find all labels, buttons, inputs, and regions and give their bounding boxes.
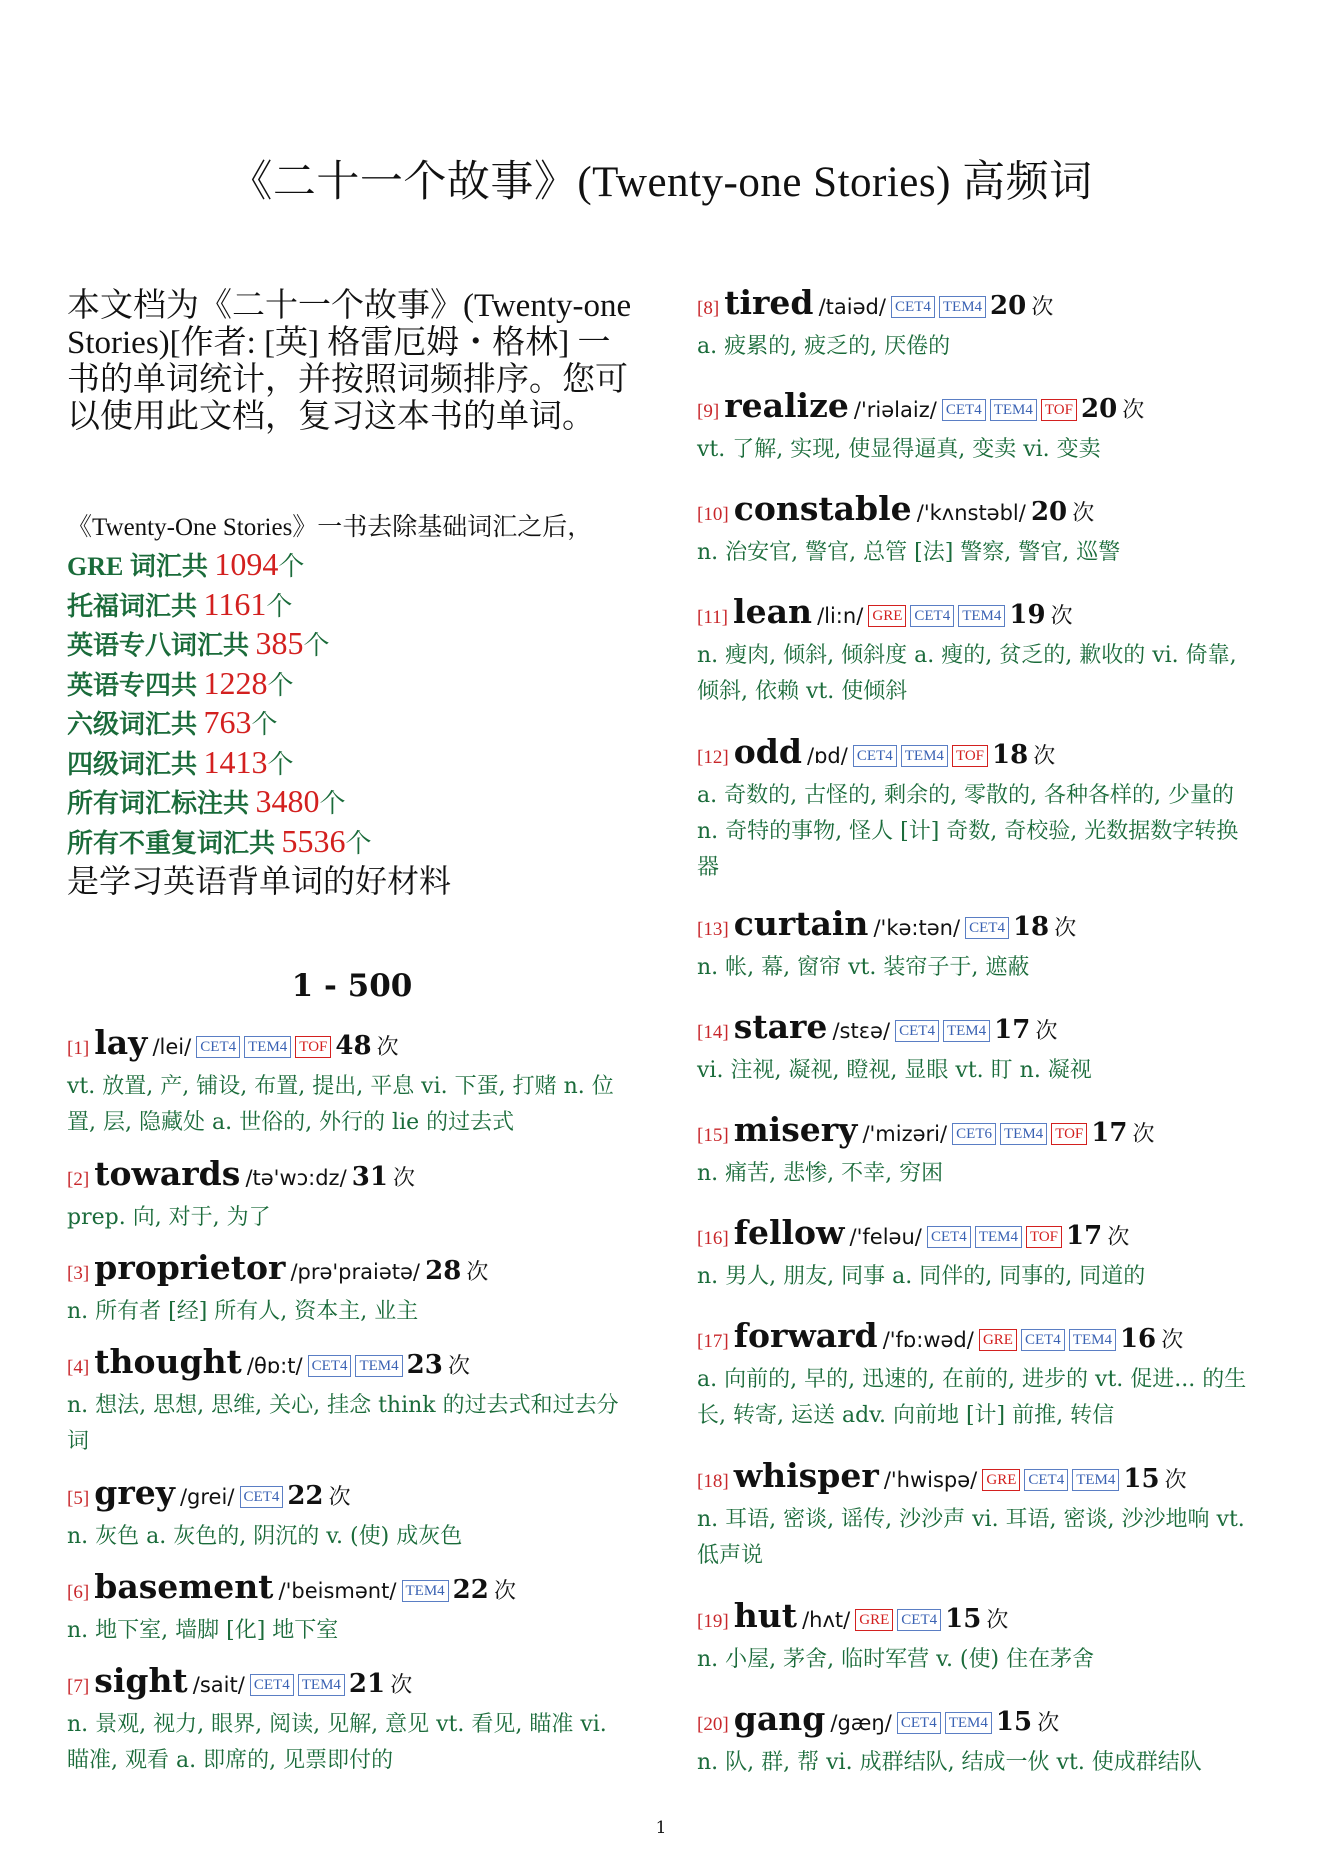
definition-line: 瞄准, 观看 a. 即席的, 见票即付的 (67, 1748, 394, 1773)
frequency-unit: 次 (466, 1260, 489, 1285)
definition-line: vi. 注视, 凝视, 瞪视, 显眼 vt. 盯 n. 凝视 (697, 1058, 1092, 1083)
frequency-count: 19 (1009, 600, 1046, 630)
frequency-unit: 次 (1132, 1122, 1155, 1147)
definition-line: a. 向前的, 早的, 迅速的, 在前的, 进步的 vt. 促进... 的生 (697, 1367, 1247, 1392)
frequency-count: 48 (335, 1031, 372, 1061)
level-tag: TEM4 (943, 1020, 990, 1042)
frequency-count: 21 (348, 1669, 386, 1699)
entry-headline (697, 1456, 1272, 1502)
definition-line: vt. 放置, 产, 铺设, 布置, 提出, 平息 vi. 下蛋, 打赌 n. 位 (67, 1074, 614, 1099)
stat-label: 所有不重复词汇共 (67, 828, 282, 858)
frequency-unit: 次 (493, 1579, 516, 1604)
phonetic: /'hwispə/ (883, 1468, 978, 1492)
level-tag: CET4 (897, 1609, 941, 1631)
definition-line: n. 男人, 朋友, 同事 a. 同伴的, 同事的, 同道的 (697, 1264, 1146, 1289)
stat-label: 英语专四共 (67, 670, 204, 700)
headword: sight (94, 1661, 188, 1700)
stat-line (67, 546, 637, 586)
entry-headline (697, 732, 1272, 778)
frequency-unit: 次 (1050, 604, 1073, 629)
definition-line: n. 地下室, 墙脚 [化] 地下室 (67, 1618, 339, 1643)
level-tag: CET4 (965, 917, 1009, 939)
entry-index: [15] (697, 1125, 729, 1146)
definition-line: 倾斜, 依赖 vt. 使倾斜 (697, 679, 908, 704)
level-tag: CET4 (1021, 1329, 1065, 1351)
phonetic: /hʌt/ (802, 1608, 851, 1632)
level-tag: TOF (952, 745, 988, 767)
stats-block (67, 510, 637, 900)
level-tag: TEM4 (945, 1712, 992, 1734)
entry-headline (67, 1567, 637, 1613)
word-entry (697, 732, 1272, 886)
phonetic: /grei/ (179, 1485, 235, 1509)
entry-headline (67, 1154, 637, 1200)
level-tag: TEM4 (1069, 1329, 1116, 1351)
phonetic: /prə'praiətə/ (290, 1260, 421, 1284)
frequency-count: 17 (994, 1015, 1031, 1045)
frequency-count: 17 (1066, 1221, 1103, 1251)
frequency-unit: 次 (376, 1035, 399, 1060)
stats-intro: 《Twenty-One Stories》一书去除基础词汇之后， (67, 514, 593, 541)
entry-headline (67, 1661, 637, 1707)
headword: lay (94, 1023, 148, 1062)
entry-headline (697, 1699, 1272, 1745)
entry-headline (697, 489, 1272, 535)
word-entry (67, 1023, 637, 1141)
frequency-unit: 次 (393, 1166, 416, 1191)
frequency-count: 18 (992, 740, 1029, 770)
definition-line: a. 奇数的, 古怪的, 剩余的, 零散的, 各种各样的, 少量的 (697, 783, 1235, 808)
headword: curtain (733, 904, 869, 943)
stat-unit: 个 (278, 552, 305, 581)
definition-line: n. 奇特的事物, 怪人 [计] 奇数, 奇校验, 光数据数字转换 (697, 819, 1239, 844)
entry-index: [17] (697, 1331, 729, 1352)
definition-line: prep. 向, 对于, 为了 (67, 1205, 271, 1230)
phonetic: /tə'wɔ:dz/ (245, 1166, 347, 1190)
entry-headline (697, 386, 1272, 432)
headword: proprietor (94, 1248, 286, 1287)
headword: odd (733, 732, 802, 771)
definition-line: a. 疲累的, 疲乏的, 厌倦的 (697, 334, 951, 359)
entry-headline (67, 1473, 637, 1519)
entry-headline (67, 1023, 637, 1069)
stat-label: 英语专八词汇共 (67, 631, 256, 660)
level-tag: TEM4 (1072, 1469, 1119, 1491)
headword: grey (94, 1473, 175, 1512)
entry-index: [8] (697, 298, 720, 319)
headword: thought (94, 1342, 242, 1381)
frequency-count: 20 (1080, 394, 1118, 424)
entry-headline (697, 904, 1272, 950)
level-tag: CET4 (853, 745, 897, 767)
phonetic: /sait/ (192, 1673, 245, 1697)
definition-line: n. 小屋, 茅舍, 临时军营 v. (使) 住在茅舍 (697, 1647, 1095, 1672)
frequency-unit: 次 (1072, 501, 1095, 526)
level-tag: CET4 (1024, 1469, 1068, 1491)
headword: towards (94, 1154, 241, 1193)
definition-line: 器 (697, 855, 720, 880)
definition-line: n. 治安官, 警官, 总管 [法] 警察, 警官, 巡警 (697, 540, 1121, 565)
definition-line: n. 灰色 a. 灰色的, 阴沉的 v. (使) 成灰色 (67, 1524, 463, 1549)
word-entry (697, 1456, 1272, 1574)
frequency-unit: 次 (390, 1673, 413, 1698)
level-tag: TEM4 (939, 296, 986, 318)
phonetic: /'kə:tən/ (873, 916, 961, 940)
level-tag: CET4 (897, 1712, 941, 1734)
frequency-unit: 次 (1161, 1328, 1184, 1353)
definition-line: n. 想法, 思想, 思维, 关心, 挂念 think 的过去式和过去分 (67, 1393, 619, 1418)
word-entry (67, 1567, 637, 1649)
stat-unit: 个 (267, 749, 294, 779)
stat-line (67, 704, 637, 744)
stat-line (67, 665, 637, 705)
phonetic: /stɛə/ (832, 1019, 891, 1043)
frequency-unit: 次 (1035, 1019, 1058, 1044)
stat-unit: 个 (267, 670, 294, 700)
definition-line: n. 队, 群, 帮 vi. 成群结队, 结成一伙 vt. 使成群结队 (697, 1750, 1202, 1775)
entry-headline (697, 592, 1272, 638)
definition-line: 长, 转寄, 运送 adv. 向前地 [计] 前推, 转信 (697, 1403, 1115, 1428)
entry-index: [18] (697, 1471, 729, 1492)
level-tag: CET6 (952, 1123, 996, 1145)
entry-index: [19] (697, 1611, 729, 1632)
headword: gang (733, 1699, 826, 1738)
level-tag: TEM4 (298, 1674, 345, 1696)
phonetic: /gæŋ/ (830, 1711, 892, 1735)
frequency-count: 23 (406, 1350, 443, 1380)
entry-index: [14] (697, 1022, 729, 1043)
entry-index: [3] (67, 1263, 90, 1284)
definition-line: n. 帐, 幕, 窗帘 vt. 装帘子于, 遮蔽 (697, 955, 1030, 980)
stat-number: 1161 (203, 585, 267, 622)
stat-label: 四级词汇共 (67, 749, 204, 779)
level-tag: TEM4 (958, 605, 1005, 627)
word-entry (67, 1473, 637, 1555)
stat-number: 3480 (255, 783, 320, 819)
word-entry (697, 1316, 1272, 1434)
word-entry (67, 1661, 637, 1779)
stat-label: 所有词汇标注共 (67, 789, 256, 818)
stat-line (67, 625, 637, 665)
stat-unit: 个 (266, 591, 293, 621)
headword: hut (733, 1596, 797, 1635)
phonetic: /'riəlaiz/ (853, 398, 937, 422)
stat-unit: 个 (345, 828, 372, 858)
frequency-count: 22 (287, 1481, 324, 1511)
level-tag: GRE (855, 1609, 893, 1631)
stats-closing: 是学习英语背单词的好材料 (67, 863, 452, 899)
frequency-count: 15 (1123, 1464, 1160, 1494)
frequency-unit: 次 (1164, 1468, 1187, 1493)
entry-index: [16] (697, 1228, 729, 1249)
entry-index: [13] (697, 919, 729, 940)
frequency-unit: 次 (1054, 916, 1077, 941)
entry-index: [6] (67, 1582, 90, 1603)
level-tag: CET4 (910, 605, 954, 627)
entry-headline (697, 1596, 1272, 1642)
entry-headline (67, 1342, 637, 1388)
entry-index: [12] (697, 747, 729, 768)
page-number: 1 (655, 1818, 667, 1838)
entry-index: [10] (697, 504, 729, 525)
headword: tired (724, 283, 814, 322)
level-tag: CET4 (250, 1674, 294, 1696)
phonetic: /θɒ:t/ (246, 1354, 303, 1378)
stat-number: 763 (203, 704, 252, 740)
phonetic: /ɒd/ (807, 744, 848, 768)
entry-headline (697, 1007, 1272, 1053)
stat-unit: 个 (303, 631, 330, 660)
definition-line: n. 景观, 视力, 眼界, 阅读, 见解, 意见 vt. 看见, 瞄准 vi. (67, 1712, 607, 1737)
frequency-count: 18 (1012, 912, 1050, 942)
level-tag: CET4 (895, 1020, 939, 1042)
phonetic: /taiəd/ (818, 295, 886, 319)
frequency-count: 15 (995, 1707, 1033, 1737)
frequency-count: 20 (1030, 497, 1068, 527)
phonetic: /li:n/ (817, 604, 864, 628)
level-tag: CET4 (240, 1486, 284, 1508)
entry-headline (697, 1213, 1272, 1259)
frequency-count: 20 (990, 291, 1027, 321)
word-entry (67, 1154, 637, 1236)
level-tag: TOF (1026, 1226, 1062, 1248)
phonetic: /'feləu/ (849, 1225, 922, 1249)
level-tag: CET4 (196, 1036, 240, 1058)
entry-headline (67, 1248, 637, 1294)
frequency-count: 17 (1091, 1118, 1128, 1148)
frequency-unit: 次 (1031, 295, 1054, 320)
level-tag: CET4 (308, 1355, 352, 1377)
frequency-unit: 次 (1037, 1711, 1060, 1736)
frequency-count: 31 (351, 1162, 388, 1192)
definition-line: n. 痛苦, 悲惨, 不幸, 穷困 (697, 1161, 944, 1186)
frequency-unit: 次 (986, 1608, 1009, 1633)
headword: forward (733, 1316, 878, 1355)
page-title: 《二十一个故事》(Twenty-one Stories) 高频词 (229, 159, 1093, 206)
level-tag: GRE (982, 1469, 1020, 1491)
word-entry (697, 592, 1272, 710)
phonetic: /'mizəri/ (862, 1122, 948, 1146)
stat-number: 1094 (214, 546, 279, 582)
stat-number: 1228 (203, 664, 268, 701)
level-tag: TEM4 (990, 399, 1037, 421)
headword: basement (94, 1567, 274, 1606)
definition-line: 词 (67, 1429, 90, 1454)
stat-line (67, 823, 637, 863)
frequency-unit: 次 (1033, 744, 1056, 769)
frequency-count: 15 (945, 1604, 982, 1634)
definition-line: 置, 层, 隐藏处 a. 世俗的, 外行的 lie 的过去式 (67, 1110, 515, 1135)
phonetic: /'beismənt/ (278, 1579, 397, 1603)
word-entry (697, 386, 1272, 468)
headword: constable (733, 489, 912, 528)
word-entry (697, 1110, 1272, 1192)
entry-headline (697, 1316, 1272, 1362)
frequency-unit: 次 (1107, 1225, 1130, 1250)
level-tag: TEM4 (975, 1226, 1022, 1248)
definition-line: n. 所有者 [经] 所有人, 资本主, 业主 (67, 1299, 419, 1324)
phonetic: /'kʌnstəbl/ (916, 501, 1026, 525)
frequency-count: 22 (452, 1575, 489, 1605)
frequency-unit: 次 (328, 1485, 351, 1510)
entry-index: [2] (67, 1169, 90, 1190)
level-tag: TOF (1041, 399, 1077, 421)
word-entry (67, 1342, 637, 1460)
definition-line: 低声说 (697, 1543, 764, 1568)
level-tag: CET4 (927, 1226, 971, 1248)
headword: fellow (733, 1213, 845, 1252)
stat-label: 托福词汇共 (67, 591, 204, 621)
word-entry (67, 1248, 637, 1330)
stat-line (67, 744, 637, 784)
level-tag: TEM4 (901, 745, 948, 767)
word-entry (697, 1699, 1272, 1781)
level-tag: GRE (979, 1329, 1017, 1351)
definition-line: n. 耳语, 密谈, 谣传, 沙沙声 vi. 耳语, 密谈, 沙沙地响 vt. (697, 1507, 1245, 1532)
headword: whisper (733, 1456, 879, 1495)
level-tag: CET4 (942, 399, 986, 421)
level-tag: TOF (1051, 1123, 1087, 1145)
stat-number: 1413 (203, 743, 268, 780)
entry-index: [9] (697, 401, 720, 422)
stat-line (67, 783, 637, 823)
headword: realize (724, 386, 849, 425)
headword: stare (733, 1007, 828, 1046)
level-tag: CET4 (891, 296, 935, 318)
level-tag: GRE (868, 605, 906, 627)
word-entry (697, 283, 1272, 365)
headword: misery (733, 1110, 858, 1149)
range-heading: 1 - 500 (291, 968, 413, 1004)
headword: lean (733, 592, 812, 631)
stat-unit: 个 (251, 710, 278, 739)
stat-number: 385 (255, 625, 304, 661)
intro-paragraph: 本文档为《二十一个故事》(Twenty-one Stories)[作者: [英] 格雷厄姆・格林] 一书的单词统计，并按照词频排序。您可以使用此文档，复习这本书的单词。 (67, 288, 632, 435)
stat-number: 5536 (281, 822, 346, 859)
frequency-unit: 次 (447, 1354, 470, 1379)
level-tag: TEM4 (244, 1036, 291, 1058)
stat-label: GRE 词汇共 (67, 552, 215, 581)
level-tag: TOF (295, 1036, 331, 1058)
level-tag: TEM4 (355, 1355, 402, 1377)
word-entry (697, 1596, 1272, 1678)
entry-headline (697, 1110, 1272, 1156)
entry-index: [5] (67, 1488, 90, 1509)
frequency-count: 16 (1119, 1324, 1157, 1354)
entry-index: [4] (67, 1357, 90, 1378)
stat-line (67, 586, 637, 626)
level-tag: TEM4 (402, 1580, 449, 1602)
word-entry (697, 1007, 1272, 1089)
frequency-count: 28 (425, 1256, 462, 1286)
entry-index: [11] (697, 607, 728, 628)
word-entry (697, 489, 1272, 571)
phonetic: /'fɒ:wəd/ (882, 1328, 974, 1352)
definition-line: vt. 了解, 实现, 使显得逼真, 变卖 vi. 变卖 (697, 437, 1101, 462)
level-tag: TEM4 (1000, 1123, 1047, 1145)
phonetic: /lei/ (152, 1035, 192, 1059)
word-entry (697, 904, 1272, 986)
entry-index: [7] (67, 1676, 90, 1697)
definition-line: n. 瘦肉, 倾斜, 倾斜度 a. 瘦的, 贫乏的, 歉收的 vi. 倚靠, (697, 643, 1237, 668)
entry-headline (697, 283, 1272, 329)
stat-unit: 个 (319, 789, 346, 818)
frequency-unit: 次 (1122, 398, 1145, 423)
word-entry (697, 1213, 1272, 1295)
stat-label: 六级词汇共 (67, 710, 204, 739)
entry-index: [1] (67, 1038, 90, 1059)
entry-index: [20] (697, 1714, 729, 1735)
